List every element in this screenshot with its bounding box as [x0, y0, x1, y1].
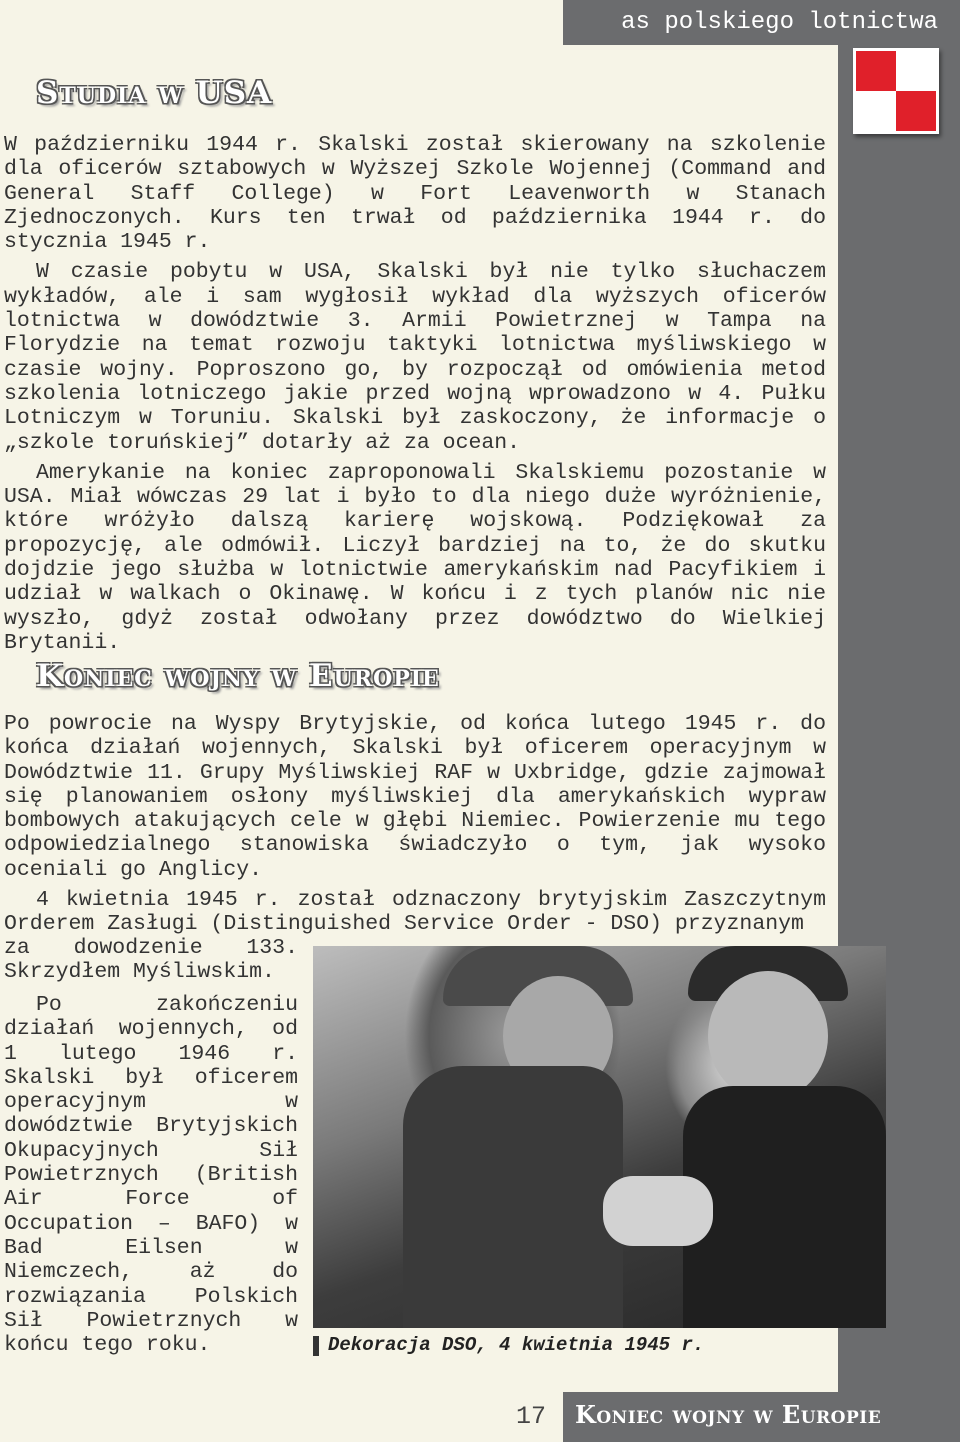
photo-caption: Dekoracja DSO, 4 kwietnia 1945 r.	[328, 1334, 705, 1356]
section2-body	[4, 712, 826, 937]
section-heading-koniec: Koniec wojny w Europie	[36, 658, 440, 694]
paragraph: 4 kwietnia 1945 r. został odznaczony brytyjskim Zaszczytnym Orderem Zasługi (Distinguished Service Order - DSO) przyznanym	[4, 888, 826, 937]
paragraph: W październiku 1944 r. Skalski został skierowany na szkolenie dla oficerów sztabowych w Wyższej Szkole Wojennej (Command and General Staff College) w Fort Leavenworth w Stanach Zjednoczonych. Kurs ten trwał od października 1944 r. do stycznia 1945 r.	[4, 133, 826, 255]
paragraph: Po powrocie na Wyspy Brytyjskie, od końca lutego 1945 r. do końca działań wojennych, Skalski był oficerem operacyjnym w Dowództwie 11. Grupy Myśliwskiej RAF w Uxbridge, gdzie zajmował się planowaniem osłony myśliwskiej dla amerykańskich wypraw bombowych atakujących cele w głębi Niemiec. Powierzenie mu tego odpowiedzialnego stanowiska świadczyło o tym, jak wysoko oceniali go Anglicy.	[4, 712, 826, 882]
page-number: 17	[516, 1402, 547, 1431]
caption-marker	[313, 1336, 319, 1356]
section-heading-studia: Studia w USA	[36, 75, 273, 111]
section2-body-continued	[4, 936, 298, 985]
paragraph: Amerykanie na koniec zaproponowali Skalskiemu pozostanie w USA. Miał wówczas 29 lat i było to dla niego duże wyróżnienie, które wróżyło dalszą karierę wojskową. Podziękował za propozycję, ale odmówił. Liczył bardziej na to, że do skutku dojdzie jego służba w lotnictwie amerykańskim nad Pacyfikiem i udział w walkach o Okinawę. W końcu i z tych planów nic nie wyszło, gdyż został odwołany przez dowództwo do Wielkiej Brytanii.	[4, 460, 826, 655]
paragraph: Po zakończeniu działań wojennych, od 1 lutego 1946 r. Skalski był oficerem operacyjnym w dowództwie Brytyjskich Okupacyjnych Sił Powietrznych (British Air Force of Occupation – BAFO) w Bad Eilsen w Niemczech, aż do rozwiązania Polskich Sił Powietrznych w końcu tego roku.	[4, 993, 298, 1358]
section2-body-narrow	[4, 993, 298, 1357]
paragraph: za dowodzenie 133. Skrzydłem Myśliwskim.	[4, 936, 298, 985]
footer-title: Koniec wojny w Europie	[575, 1400, 882, 1429]
paragraph: W czasie pobytu w USA, Skalski był nie tylko słuchaczem wykładów, ale i sam wygłosił wykład dla wyższych oficerów lotnictwa w dowództwie 3. Armii Powietrznej w Tampa na Florydzie na temat rozwoju taktyki lotnictwa myśliwskiego w czasie wojny. Poproszono go, by rozpoczął od omówienia metod szkolenia lotniczego jakie przed wojną wprowadzono w 4. Pułku Lotniczym w Toruniu. Skalski był zaskoczony, że informacje o „szkole toruńskiej” dotarły aż za ocean.	[4, 260, 826, 455]
dso-decoration-photo	[313, 946, 886, 1328]
header-title: as polskiego lotnictwa	[563, 0, 960, 45]
section1-body	[4, 133, 826, 655]
polish-checkerboard-icon	[853, 48, 939, 134]
